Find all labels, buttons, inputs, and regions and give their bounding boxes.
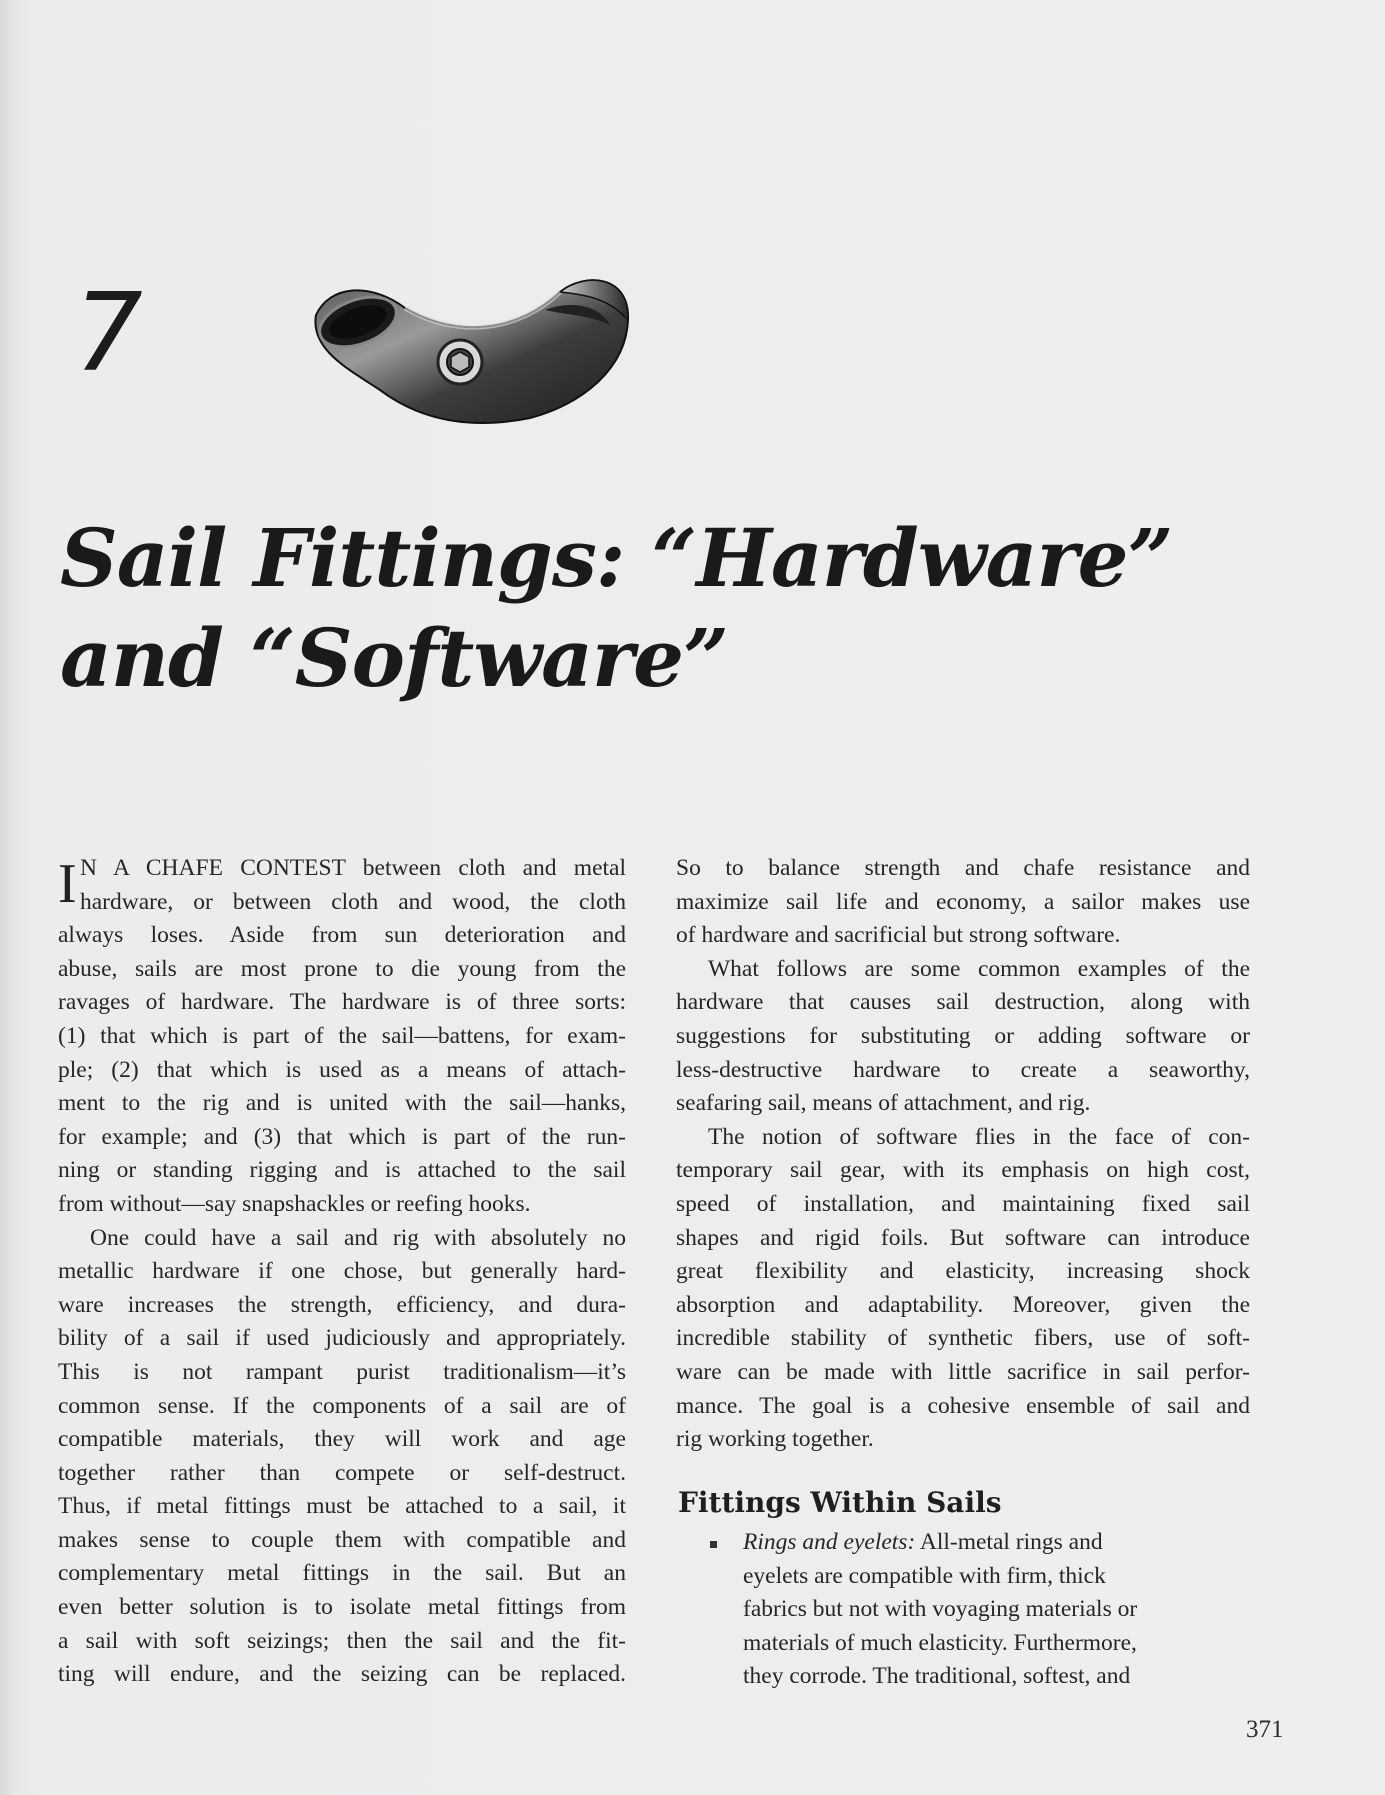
text-line: bility of a sail if used judiciously and appropriately. (58, 1325, 626, 1352)
bullet-list-item (706, 1526, 1246, 1694)
text-line: temporary sail gear, with its emphasis on high cost, (676, 1157, 1250, 1184)
text-line: hardware that causes sail destruction, along with (676, 989, 1250, 1016)
chapter-title-line-2: and “Software” (60, 611, 729, 705)
chapter-title-line-1: Sail Fittings: “Hardware” (60, 511, 1173, 605)
text-line: This is not rampant purist traditionalism—it’s (58, 1358, 626, 1385)
text-line: from without—say snapshackles or reefing hooks. (58, 1190, 531, 1217)
text-line: hardware, or between cloth and wood, the cloth (80, 888, 626, 915)
text-line: of hardware and sacrificial but strong software. (676, 922, 1121, 949)
text-line: suggestions for substituting or adding software or (676, 1022, 1250, 1049)
right-paragraph-1 (676, 852, 1250, 953)
text-line: less-destructive hardware to create a seaworthy, (676, 1056, 1250, 1083)
text-line: ment to the rig and is united with the sail—hanks, (58, 1090, 626, 1117)
section-heading: Fittings Within Sails (678, 1486, 1002, 1519)
left-paragraph-2 (58, 1222, 626, 1692)
text-line: makes sense to couple them with compatible and (58, 1526, 626, 1553)
text-line: always loses. Aside from sun deterioration and (58, 922, 626, 949)
text-line: The notion of software flies in the face of con- (708, 1123, 1250, 1150)
text-line: One could have a sail and rig with absolutely no (90, 1224, 626, 1251)
text-line: eyelets are compatible with firm, thick (743, 1562, 1106, 1589)
text-line: So to balance strength and chafe resistance and (676, 855, 1250, 881)
text-line: What follows are some common examples of the (708, 955, 1250, 982)
bullet-square-icon (710, 1541, 717, 1548)
text-line: mance. The goal is a cohesive ensemble of sail and (676, 1392, 1250, 1419)
text-line: abuse, sails are most prone to die young from the (58, 955, 626, 982)
text-line: ple; (2) that which is used as a means of attach- (58, 1056, 626, 1083)
text-line: (1) that which is part of the sail—battens, for exam- (58, 1022, 626, 1049)
text-line: complementary metal fittings in the sail. But an (58, 1560, 626, 1587)
left-column (58, 852, 626, 1692)
text-line: great flexibility and elasticity, increasing shock (676, 1258, 1250, 1285)
text-line: incredible stability of synthetic fibers, use of soft- (676, 1325, 1250, 1352)
text-line: maximize sail life and economy, a sailor makes use (676, 888, 1250, 915)
text-line: N A CHAFE CONTEST between cloth and metal (80, 855, 626, 881)
text-line (706, 1526, 1246, 1560)
text-line: Thus, if metal fittings must be attached to a sail, it (58, 1493, 626, 1520)
text-line: together rather than compete or self-destruct. (58, 1459, 626, 1486)
text-line: ning or standing rigging and is attached to the sail (58, 1157, 626, 1184)
text-line: they corrode. The traditional, softest, and (743, 1663, 1131, 1690)
text-line: ravages of hardware. The hardware is of three sorts: (58, 989, 626, 1016)
drop-cap: I (58, 853, 77, 915)
text-line: absorption and adaptability. Moreover, given the (676, 1291, 1250, 1318)
text-line: seafaring sail, means of attachment, and rig. (676, 1090, 1091, 1117)
left-paragraph-1 (58, 852, 626, 919)
text-line: for example; and (3) that which is part of the run- (58, 1123, 626, 1150)
text-line: ware can be made with little sacrifice in sail perfor- (676, 1358, 1250, 1385)
text-line: fabrics but not with voyaging materials or (743, 1596, 1138, 1623)
chapter-number: 7 (74, 271, 143, 396)
text-line: shapes and rigid foils. But software can introduce (676, 1224, 1250, 1251)
right-column (676, 852, 1250, 1457)
text-line: common sense. If the components of a sail are of (58, 1392, 626, 1419)
text-line: even better solution is to isolate metal fittings from (58, 1594, 626, 1621)
bullet-first-line: All-metal rings and (915, 1529, 1103, 1555)
text-line: ting will endure, and the seizing can be replaced. (58, 1661, 626, 1688)
text-line: compatible materials, they will work and age (58, 1426, 626, 1453)
left-paragraph-1-cont (58, 919, 626, 1221)
text-line: speed of installation, and maintaining fixed sail (676, 1190, 1250, 1217)
sail-fitting-leather-chafe-guard-icon (310, 270, 640, 430)
right-paragraph-3 (676, 1121, 1250, 1457)
text-line: materials of much elasticity. Furthermore, (743, 1629, 1137, 1656)
page-number: 371 (1246, 1716, 1284, 1743)
bullet-term: Rings and eyelets: (743, 1529, 916, 1555)
chapter-title (60, 508, 1310, 708)
text-line: rig working together. (676, 1426, 874, 1453)
right-paragraph-2 (676, 953, 1250, 1121)
text-line: metallic hardware if one chose, but generally hard- (58, 1258, 626, 1285)
text-line: a sail with soft seizings; then the sail and the fit- (58, 1627, 626, 1654)
text-line: ware increases the strength, efficiency, and dura- (58, 1291, 626, 1318)
